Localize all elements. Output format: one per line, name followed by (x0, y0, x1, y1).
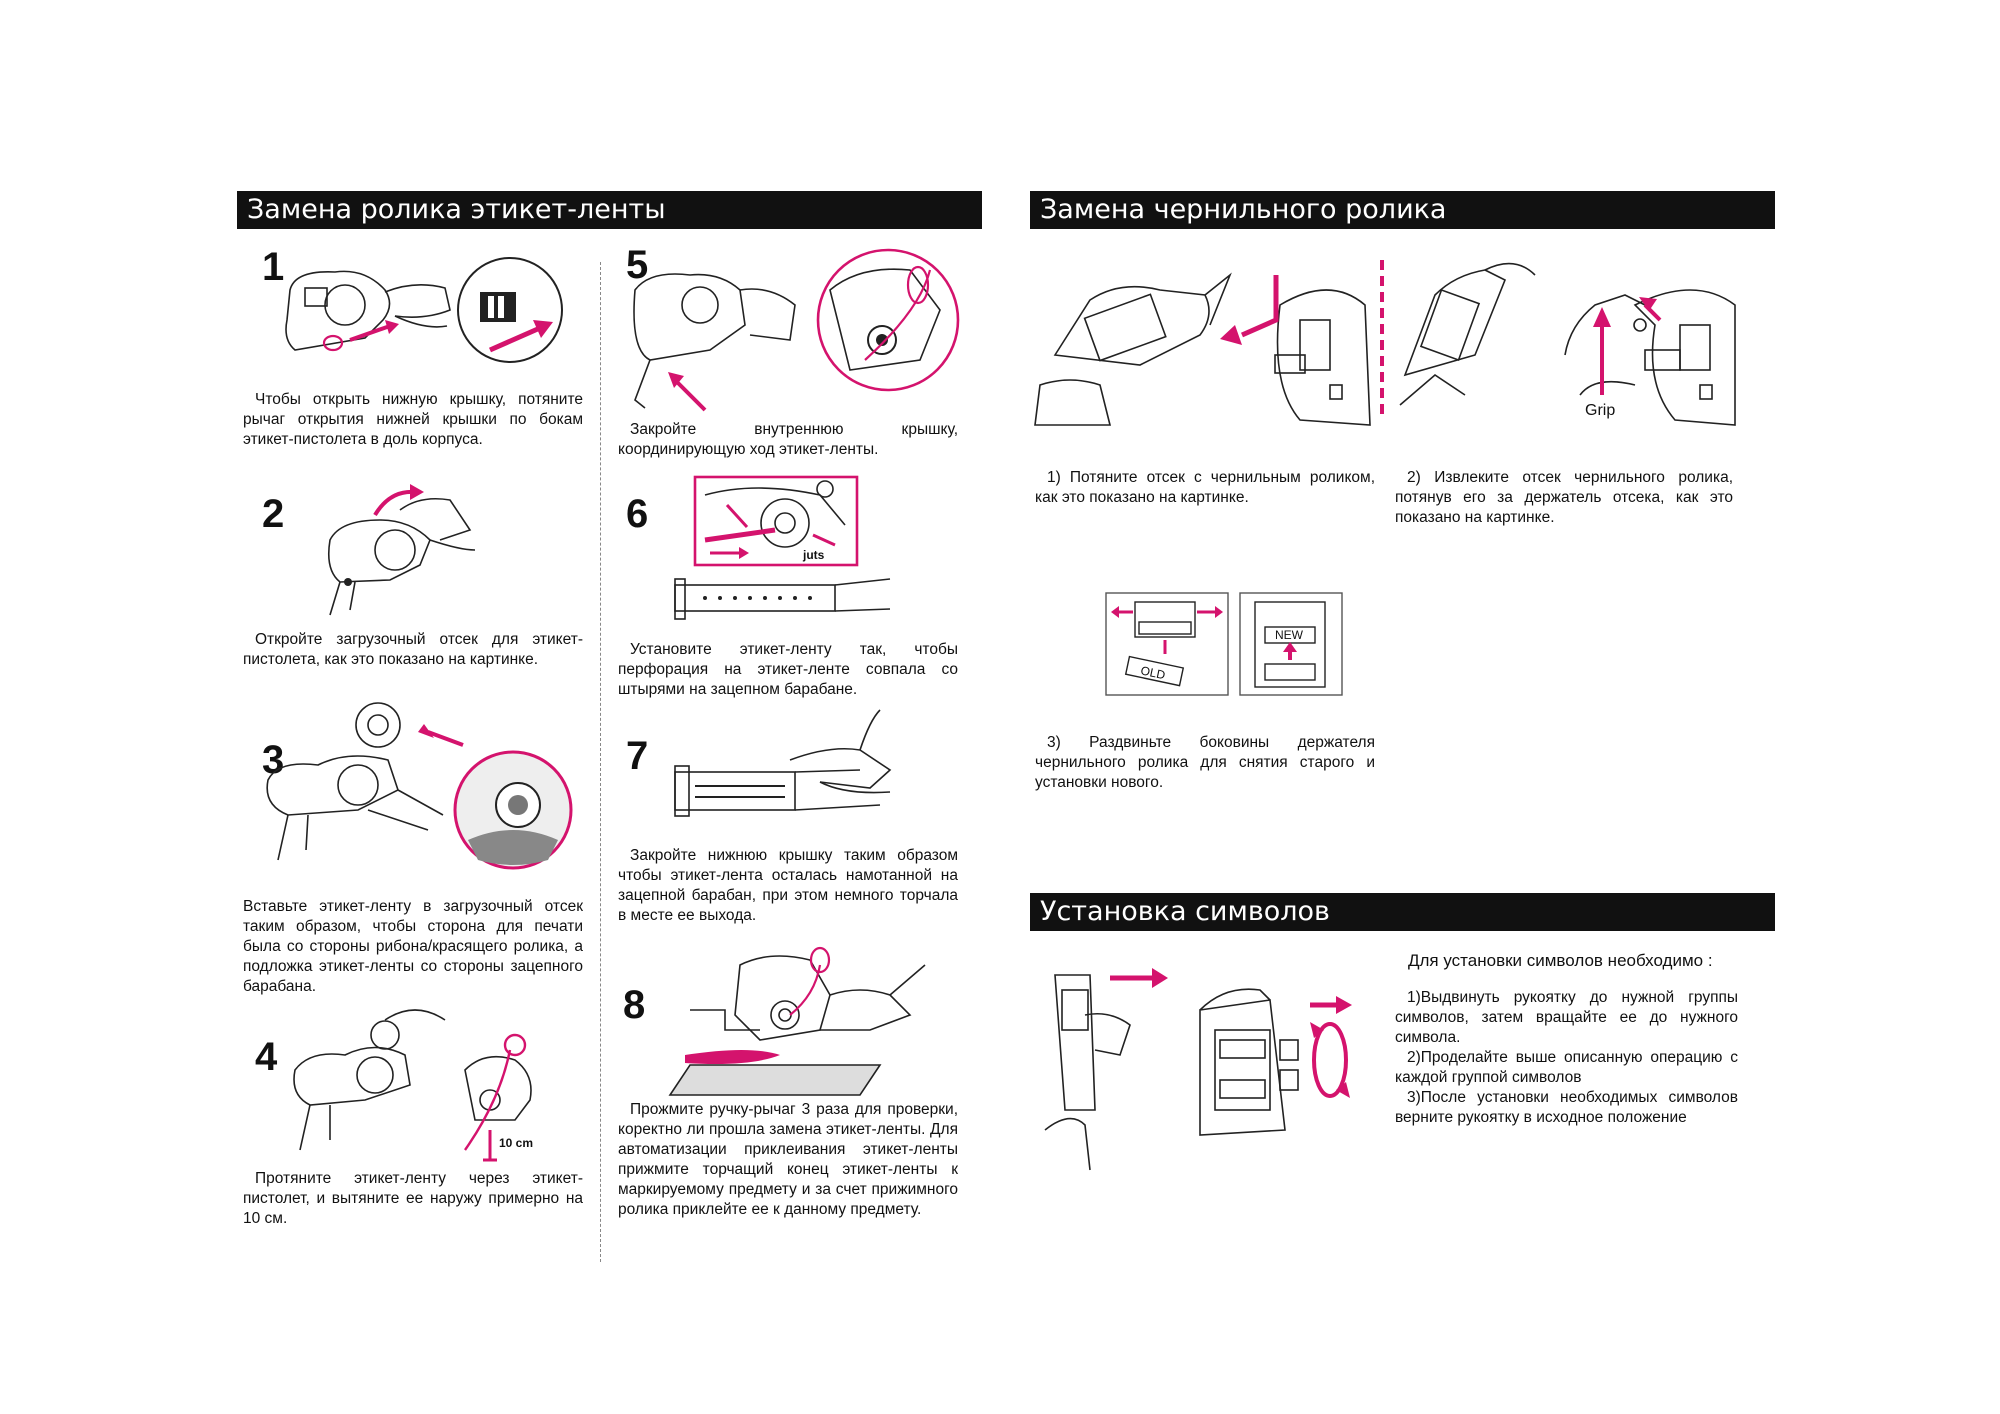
step-4-number: 4 (255, 1035, 278, 1079)
ink-step-3-text: 3) Раздвиньте боковины держателя чернильного ролика для снятия старого и установки нового. (1035, 734, 1375, 791)
step-8-illustration (670, 945, 935, 1105)
step-3-number: 3 (262, 738, 285, 782)
ten-cm-label: 10 cm (499, 1136, 534, 1150)
grip-label: Grip (1585, 402, 1616, 419)
step-6-number: 6 (626, 492, 649, 536)
step-5-text: Закройте внутреннюю крышку, координирующую ход этикет-ленты. (618, 421, 958, 458)
label-roll-section-title: Замена ролика этикет-ленты (237, 191, 982, 229)
step-6-illustration (665, 475, 895, 630)
ink-step-1-illustration (1030, 245, 1370, 425)
step-2-number: 2 (262, 492, 285, 536)
step-7-illustration (670, 710, 900, 840)
column-divider (600, 262, 601, 1262)
step-1-illustration (275, 250, 575, 380)
step-3-illustration (248, 690, 578, 880)
step-7-text: Закройте нижнюю крышку таким образом чтобы этикет-лента осталась намотанной на зацепной барабан, при этом немного торчала в месте ее выхода. (618, 847, 958, 924)
ink-step-2-text: 2) Извлеките отсек чернильного ролика, потянув его за держатель отсека, как это показано на картинке. (1395, 469, 1733, 526)
step-6-text: Установите этикет-ленту так, чтобы перфорация на этикет-ленте совпала со штырями на зацепном барабане. (618, 641, 958, 698)
ink-step-2-illustration (1395, 245, 1740, 425)
step-3-text: Вставьте этикет-ленту в загрузочный отсек таким образом, чтобы сторона для печати была со стороны рибона/красящего ролика, а подложка этикет-ленты со стороны зацепного барабана. (243, 898, 583, 995)
step-5-number: 5 (626, 243, 649, 287)
symbols-section-title: Установка символов (1030, 893, 1775, 931)
step-1-number: 1 (262, 245, 285, 289)
step-5-illustration (620, 250, 965, 415)
juts-label: juts (803, 548, 825, 562)
step-8-text: Прожмите ручку-рычаг 3 раза для проверки, коректно ли прошла замена этикет-ленты. Для автоматизации приклеивания этикет-ленты прижмите торчащий конец этикет-ленты к маркируемому предмету и за счет прижимного ролика приклейте ее к данному предмету. (618, 1101, 958, 1218)
ink-step-3-illustration (1105, 592, 1345, 697)
step-2-text: Откройте загрузочный отсек для этикет-пистолета, как это показано на картинке. (243, 631, 583, 668)
symbols-item-3: 3)После установки необходимых символов верните рукоятку в исходное положение (1395, 1089, 1738, 1126)
step-1-text: Чтобы открыть нижную крышку, потяните рычаг открытия нижней крышки по бокам этикет-пистолета в доль корпуса. (243, 391, 583, 448)
new-label: NEW (1275, 628, 1303, 642)
symbols-item-1: 1)Выдвинуть рукоятку до нужной группы символов, затем вращайте ее до нужного символа. (1395, 989, 1738, 1046)
step-2-illustration (300, 470, 500, 620)
step-7-number: 7 (626, 734, 649, 778)
symbols-intro: Для установки символов необходимо : (1408, 951, 1713, 970)
ink-roller-section-title: Замена чернильного ролика (1030, 191, 1775, 229)
ink-step-1-text: 1) Потяните отсек с чернильным роликом, как это показано на картинке. (1035, 469, 1375, 506)
step-4-text: Протяните этикет-ленту через этикет-пистолет, и вытяните ее наружу примерно на 10 см. (243, 1170, 583, 1227)
step-8-number: 8 (623, 983, 646, 1027)
step-4-illustration (285, 1000, 565, 1165)
old-label: OLD (1139, 663, 1167, 683)
symbols-illustration (1040, 960, 1360, 1170)
symbols-item-2: 2)Проделайте выше описанную операцию с каждой группой символов (1395, 1049, 1738, 1086)
